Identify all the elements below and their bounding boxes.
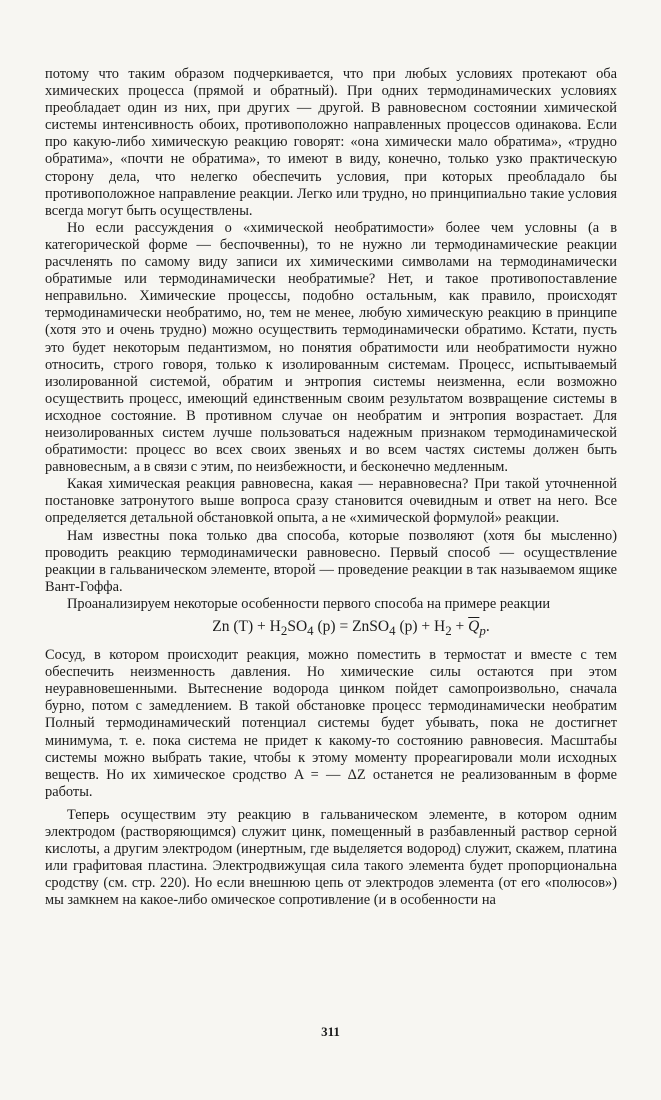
paragraph-7: Теперь осуществим эту реакцию в гальваническом элементе, в котором одним электродом (растворяющимся) служит цинк, помещенный в разбавленный раствор серной кислоты, а другим электродом (инертным, где выделяется водород) служит, скажем, платина или графитовая пластина. Электродвижущая сила такого элемента будет пропорциональна сродству (см. стр. 220). Но если внешнюю цепь от электродов элемента (от его «полюсов») мы замкнем на какое-либо омическое сопротивление (и в особенности на bbox=[45, 806, 617, 909]
reaction-equation: Zn $(T) + H_2SO_4$ (р) = ZnSO$_4$ $(р) + H_2 + \overline{Q}_p$. bbox=[212, 618, 490, 639]
paragraph-2: Но если рассуждения о «химической необратимости» более чем условны (а в категорической форме — беспочвенны), то не нужно ли термодинамические реакции расчленять по самому виду записи их химическими символами на термодинамически обратимые или термодинамически необратимые? Нет, и такое противопоставление неправильно. Химические процессы, подобно остальным, как правило, происходят термодинамически необратимо, но, тем не менее, любую химическую реакцию в принципе (хотя это и очень трудно) можно осуществить термодинамически обратимо. Кстати, пусть это будет некоторым педантизмом, но понятия обратимости или необратимости нужно относить, строго говоря, только к изолированным системам. Процесс, испытываемый изолированной системой, обратим и энтропия системы неизменна, если возможно осуществить процесс, имеющий единственным своим результатом возвращение системы в исходное состояние. В противном случае он необратим и энтропия возрастает. Для неизолированных систем лучше пользоваться надежным признаком термодинамической обратимости: процесс во всех своих звеньях и во всем частях системы должен быть равновесным, а в связи с этим, по неизбежности, и бесконечно медленным. bbox=[45, 219, 617, 476]
paragraph-5: Проанализируем некоторые особенности первого способа на примере реакции bbox=[67, 595, 551, 612]
paragraph-1: потому что таким образом подчеркивается, что при любых условиях протекают оба химических процесса (прямой и обратный). При одних термодинамических условиях преобладает один из них, при других — другой. В равновесном состоянии химической системы интенсивность обоих, противоположно направленных процессов одинакова. Если про какую-либо химическую реакцию говорят: «она химически мало обратима», «трудно обратима», «почти не обратима», то имеют в виду, конечно, только узко практическую сторону дела, что нелегко обеспечить условия, при которых преобладало бы противоположное направление реакции. Легко или трудно, но принципиально такие условия всегда могут быть осуществлены. bbox=[45, 66, 617, 219]
paragraph-4: Нам известны пока только два способа, которые позволяют (хотя бы мысленно) проводить реакцию термодинамически равновесно. Первый способ — осуществление реакции в гальваническом элементе, второй — проведение реакции в так называемом ящике Вант-Гоффа. bbox=[45, 527, 617, 595]
paragraph-3: Какая химическая реакция равновесна, какая — неравновесна? При такой уточненной постановке затронутого выше вопроса сразу становится очевидным и ответ на него. Все определяется детальной обстановкой опыта, а не «химической формулой» реакции. bbox=[45, 476, 617, 527]
body-text bbox=[45, 66, 617, 910]
paragraph-6: Сосуд, в котором происходит реакция, можно поместить в термостат и вместе с тем обеспечить неизменность давления. Но химические силы остаются при этом неуравновешенными. Вытеснение водорода цинком пойдет самопроизвольно, сначала бурно, потом с замедлением. В такой обстановке процесс термодинамически необратим Полный термодинамический потенциал системы будет убывать, пока не достигнет минимума, т. е. пока система не придет к какому-то состоянию равновесия. Масштабы системы можно выбрать такие, чтобы к этому моменту прореагировали моли исходных веществ. Но их химическое сродство A = — ΔZ останется не реализованным в форме работы. bbox=[45, 647, 617, 800]
page-number: 311 bbox=[321, 1024, 340, 1039]
